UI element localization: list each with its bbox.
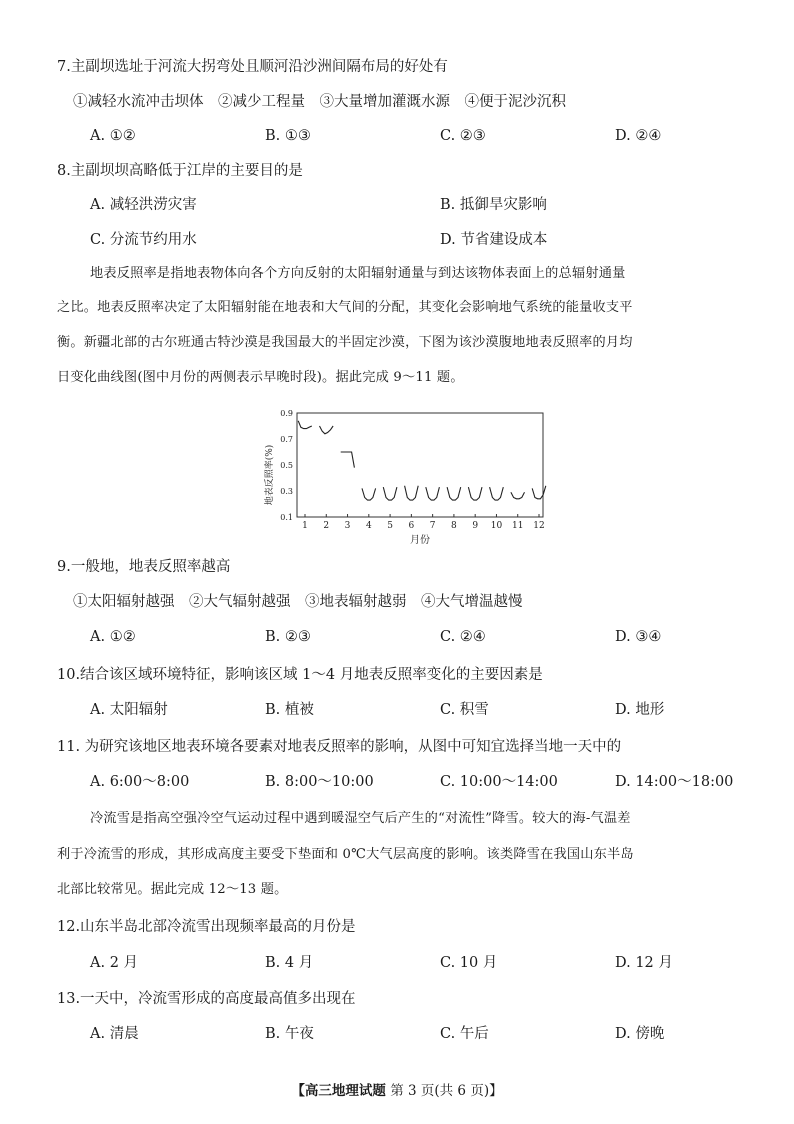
x-tick-label: 11 bbox=[512, 521, 524, 531]
page-footer bbox=[0, 1079, 794, 1099]
x-tick-label: 2 bbox=[323, 521, 330, 531]
passage1-line-4: 日变化曲线图(图中月份的两侧表示早晚时段)。据此完成 9～11 题。 bbox=[57, 370, 464, 385]
albedo-curve-month-4 bbox=[362, 488, 376, 500]
q12-option-a: A. 2 月 bbox=[90, 955, 139, 971]
footer-title: 【高三地理试题 bbox=[291, 1083, 386, 1099]
q13-option-b: B. 午夜 bbox=[265, 1026, 314, 1042]
q10-option-c: C. 积雪 bbox=[440, 702, 489, 718]
q12-option-d: D. 12 月 bbox=[615, 955, 673, 971]
passage2-line-1: 冷流雪是指高空强冷空气运动过程中遇到暖湿空气后产生的“对流性”降雪。较大的海-气温差 bbox=[90, 811, 631, 826]
q8-option-d: D. 节省建设成本 bbox=[440, 232, 548, 248]
x-tick-label: 9 bbox=[472, 521, 479, 531]
q9-option-c: C. ②④ bbox=[440, 629, 486, 645]
albedo-chart bbox=[255, 405, 555, 547]
q9-option-a: A. ①② bbox=[90, 629, 136, 645]
passage1-line-3: 衡。新疆北部的古尔班通古特沙漠是我国最大的半固定沙漠，下图为该沙漠腹地地表反照率的月均 bbox=[57, 335, 633, 350]
q7-items: ①减轻水流冲击坝体 ②减少工程量 ③大量增加灌溉水源 ④便于泥沙沉积 bbox=[73, 94, 566, 110]
q8-option-a: A. 减轻洪涝灾害 bbox=[90, 197, 197, 213]
q7-option-d: D. ②④ bbox=[615, 128, 662, 144]
x-tick-label: 5 bbox=[387, 521, 393, 531]
albedo-curve-month-12 bbox=[532, 486, 546, 499]
x-tick-label: 12 bbox=[533, 521, 545, 531]
y-axis-label: 地表反照率(%) bbox=[265, 444, 275, 506]
x-tick-label: 6 bbox=[408, 521, 415, 531]
q13-stem: 13.一天中，冷流雪形成的高度最高值多出现在 bbox=[57, 991, 356, 1007]
q12-stem: 12.山东半岛北部冷流雪出现频率最高的月份是 bbox=[57, 919, 356, 935]
albedo-curve-month-3 bbox=[341, 452, 355, 468]
y-tick-label: 0.9 bbox=[280, 409, 293, 418]
q7-stem: 7.主副坝选址于河流大拐弯处且顺河沿沙洲间隔布局的好处有 bbox=[57, 59, 448, 75]
q11-option-b: B. 8:00～10:00 bbox=[265, 774, 374, 790]
x-tick-label: 1 bbox=[302, 521, 308, 531]
q13-option-c: C. 午后 bbox=[440, 1026, 489, 1042]
q8-stem: 8.主副坝坝高略低于江岸的主要目的是 bbox=[57, 163, 303, 179]
q8-option-b: B. 抵御旱灾影响 bbox=[440, 197, 547, 213]
x-tick-label: 4 bbox=[365, 521, 372, 531]
q8-option-c: C. 分流节约用水 bbox=[90, 232, 197, 248]
q10-stem: 10.结合该区域环境特征，影响该区域 1～4 月地表反照率变化的主要因素是 bbox=[57, 667, 543, 683]
x-axis-label: 月份 bbox=[410, 535, 430, 546]
albedo-curve-month-5 bbox=[383, 487, 397, 500]
q12-option-b: B. 4 月 bbox=[265, 955, 314, 971]
y-tick-label: 0.7 bbox=[280, 435, 293, 444]
y-tick-label: 0.5 bbox=[280, 461, 293, 470]
q9-stem: 9.一般地，地表反照率越高 bbox=[57, 559, 231, 575]
x-tick-label: 8 bbox=[451, 521, 457, 531]
x-tick-label: 10 bbox=[490, 521, 503, 531]
q10-option-a: A. 太阳辐射 bbox=[90, 702, 168, 718]
q11-option-c: C. 10:00～14:00 bbox=[440, 774, 558, 790]
passage1-line-2: 之比。地表反照率决定了太阳辐射能在地表和大气间的分配，其变化会影响地气系统的能量收支平 bbox=[57, 300, 633, 315]
passage2-line-2: 利于冷流雪的形成，其形成高度主要受下垫面和 0℃大气层高度的影响。该类降雪在我国山东半岛 bbox=[57, 847, 634, 862]
q10-option-d: D. 地形 bbox=[615, 702, 665, 718]
passage2-line-3: 北部比较常见。据此完成 12～13 题。 bbox=[57, 882, 288, 897]
q7-option-c: C. ②③ bbox=[440, 128, 486, 144]
q7-option-a: A. ①② bbox=[90, 128, 136, 144]
albedo-curve-month-9 bbox=[468, 487, 482, 500]
q10-option-b: B. 植被 bbox=[265, 702, 314, 718]
q9-items: ①太阳辐射越强 ②大气辐射越强 ③地表辐射越弱 ④大气增温越慢 bbox=[73, 594, 523, 610]
q9-option-d: D. ③④ bbox=[615, 629, 662, 645]
albedo-curve-month-6 bbox=[405, 486, 419, 500]
q13-option-d: D. 傍晚 bbox=[615, 1026, 665, 1042]
y-tick-label: 0.3 bbox=[280, 487, 293, 496]
x-tick-label: 7 bbox=[429, 521, 436, 531]
albedo-curve-month-1 bbox=[298, 421, 312, 429]
q11-option-d: D. 14:00～18:00 bbox=[615, 774, 734, 790]
q11-option-a: A. 6:00～8:00 bbox=[90, 774, 190, 790]
footer-page: 第 3 页(共 6 页)】 bbox=[390, 1083, 503, 1099]
albedo-curve-month-7 bbox=[426, 487, 440, 500]
albedo-curve-month-11 bbox=[511, 492, 525, 499]
albedo-curve-month-10 bbox=[490, 487, 504, 500]
q12-option-c: C. 10 月 bbox=[440, 955, 498, 971]
albedo-curve-month-8 bbox=[447, 487, 461, 500]
q13-option-a: A. 清晨 bbox=[90, 1026, 139, 1042]
x-tick-label: 3 bbox=[344, 521, 351, 531]
plot-frame bbox=[297, 413, 543, 517]
q7-option-b: B. ①③ bbox=[265, 128, 311, 144]
q11-stem: 11. 为研究该地区地表环境各要素对地表反照率的影响，从图中可知宜选择当地一天中的 bbox=[57, 739, 622, 755]
passage1-line-1: 地表反照率是指地表物体向各个方向反射的太阳辐射通量与到达该物体表面上的总辐射通量 bbox=[90, 266, 626, 281]
y-tick-label: 0.1 bbox=[280, 513, 293, 522]
albedo-curve-month-2 bbox=[320, 426, 334, 434]
q9-option-b: B. ②③ bbox=[265, 629, 311, 645]
